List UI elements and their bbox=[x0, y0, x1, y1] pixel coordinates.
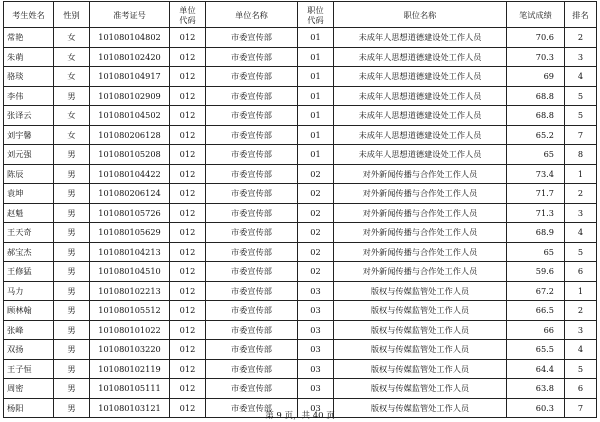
cell-position-code: 03 bbox=[298, 301, 334, 321]
cell-exam-no: 101080102420 bbox=[90, 47, 170, 67]
header-rank: 排名 bbox=[565, 2, 597, 28]
header-score: 笔试成绩 bbox=[507, 2, 565, 28]
cell-name: 杨阳 bbox=[4, 398, 54, 418]
cell-position-code: 01 bbox=[298, 125, 334, 145]
cell-name: 常艳 bbox=[4, 28, 54, 48]
cell-exam-no: 101080102909 bbox=[90, 86, 170, 106]
cell-name: 袁坤 bbox=[4, 184, 54, 204]
cell-name: 刘元强 bbox=[4, 145, 54, 165]
cell-exam-no: 101080104213 bbox=[90, 242, 170, 262]
cell-unit-name: 市委宣传部 bbox=[206, 106, 298, 126]
cell-rank: 1 bbox=[565, 281, 597, 301]
cell-rank: 8 bbox=[565, 145, 597, 165]
cell-score: 73.4 bbox=[507, 164, 565, 184]
table-row bbox=[4, 145, 597, 165]
cell-exam-no: 101080105208 bbox=[90, 145, 170, 165]
cell-position-code: 02 bbox=[298, 223, 334, 243]
cell-unit-code: 012 bbox=[170, 164, 206, 184]
cell-gender: 女 bbox=[54, 67, 90, 87]
cell-exam-no: 101080206128 bbox=[90, 125, 170, 145]
table-row bbox=[4, 242, 597, 262]
cell-rank: 2 bbox=[565, 301, 597, 321]
cell-rank: 5 bbox=[565, 106, 597, 126]
cell-position-name: 未成年人思想道德建设处工作人员 bbox=[334, 125, 507, 145]
cell-rank: 2 bbox=[565, 184, 597, 204]
cell-exam-no: 101080105726 bbox=[90, 203, 170, 223]
cell-position-code: 02 bbox=[298, 164, 334, 184]
cell-exam-no: 101080104502 bbox=[90, 106, 170, 126]
table-row bbox=[4, 67, 597, 87]
table-row bbox=[4, 47, 597, 67]
cell-unit-code: 012 bbox=[170, 320, 206, 340]
table-row bbox=[4, 379, 597, 399]
cell-exam-no: 101080102213 bbox=[90, 281, 170, 301]
cell-name: 周密 bbox=[4, 379, 54, 399]
cell-rank: 3 bbox=[565, 320, 597, 340]
cell-unit-code: 012 bbox=[170, 28, 206, 48]
cell-score: 69 bbox=[507, 67, 565, 87]
cell-score: 65.2 bbox=[507, 125, 565, 145]
cell-unit-code: 012 bbox=[170, 145, 206, 165]
cell-score: 68.9 bbox=[507, 223, 565, 243]
header-unit-code: 单位代码 bbox=[170, 2, 206, 28]
cell-position-code: 02 bbox=[298, 242, 334, 262]
cell-unit-code: 012 bbox=[170, 125, 206, 145]
cell-gender: 男 bbox=[54, 262, 90, 282]
cell-exam-no: 101080102119 bbox=[90, 359, 170, 379]
cell-gender: 男 bbox=[54, 223, 90, 243]
cell-gender: 男 bbox=[54, 281, 90, 301]
cell-name: 陈辰 bbox=[4, 164, 54, 184]
cell-unit-code: 012 bbox=[170, 398, 206, 418]
cell-position-name: 版权与传媒监管处工作人员 bbox=[334, 379, 507, 399]
cell-rank: 3 bbox=[565, 203, 597, 223]
cell-score: 70.3 bbox=[507, 47, 565, 67]
cell-position-code: 01 bbox=[298, 145, 334, 165]
cell-position-name: 未成年人思想道德建设处工作人员 bbox=[334, 86, 507, 106]
header-position-name: 职位名称 bbox=[334, 2, 507, 28]
cell-exam-no: 101080206124 bbox=[90, 184, 170, 204]
cell-unit-name: 市委宣传部 bbox=[206, 242, 298, 262]
cell-unit-code: 012 bbox=[170, 340, 206, 360]
cell-name: 刘宇馨 bbox=[4, 125, 54, 145]
cell-position-code: 01 bbox=[298, 67, 334, 87]
cell-name: 王天奇 bbox=[4, 223, 54, 243]
cell-rank: 3 bbox=[565, 47, 597, 67]
cell-rank: 4 bbox=[565, 67, 597, 87]
cell-position-name: 版权与传媒监管处工作人员 bbox=[334, 320, 507, 340]
cell-rank: 5 bbox=[565, 242, 597, 262]
cell-name: 张译云 bbox=[4, 106, 54, 126]
cell-unit-code: 012 bbox=[170, 301, 206, 321]
cell-unit-code: 012 bbox=[170, 359, 206, 379]
cell-gender: 男 bbox=[54, 340, 90, 360]
cell-position-code: 01 bbox=[298, 47, 334, 67]
cell-rank: 7 bbox=[565, 398, 597, 418]
cell-gender: 女 bbox=[54, 47, 90, 67]
cell-name: 赵魁 bbox=[4, 203, 54, 223]
cell-score: 71.7 bbox=[507, 184, 565, 204]
cell-exam-no: 101080104422 bbox=[90, 164, 170, 184]
cell-score: 66.5 bbox=[507, 301, 565, 321]
table-row bbox=[4, 184, 597, 204]
cell-unit-code: 012 bbox=[170, 86, 206, 106]
cell-position-name: 对外新闻传播与合作处工作人员 bbox=[334, 184, 507, 204]
cell-unit-name: 市委宣传部 bbox=[206, 28, 298, 48]
cell-name: 郝宝杰 bbox=[4, 242, 54, 262]
table-row bbox=[4, 359, 597, 379]
cell-rank: 5 bbox=[565, 359, 597, 379]
exam-score-table bbox=[3, 1, 597, 418]
cell-gender: 女 bbox=[54, 106, 90, 126]
header-row bbox=[4, 2, 597, 28]
table-body bbox=[4, 28, 597, 418]
header-gender: 性别 bbox=[54, 2, 90, 28]
cell-position-name: 版权与传媒监管处工作人员 bbox=[334, 398, 507, 418]
cell-position-code: 02 bbox=[298, 184, 334, 204]
table-row bbox=[4, 125, 597, 145]
cell-score: 65.5 bbox=[507, 340, 565, 360]
cell-rank: 4 bbox=[565, 340, 597, 360]
table-row bbox=[4, 320, 597, 340]
table-row bbox=[4, 203, 597, 223]
cell-position-name: 未成年人思想道德建设处工作人员 bbox=[334, 47, 507, 67]
cell-name: 朱萌 bbox=[4, 47, 54, 67]
cell-unit-code: 012 bbox=[170, 379, 206, 399]
cell-score: 59.6 bbox=[507, 262, 565, 282]
cell-rank: 6 bbox=[565, 262, 597, 282]
header-name: 考生姓名 bbox=[4, 2, 54, 28]
table-row bbox=[4, 281, 597, 301]
cell-exam-no: 101080104917 bbox=[90, 67, 170, 87]
cell-exam-no: 101080105512 bbox=[90, 301, 170, 321]
cell-name: 马力 bbox=[4, 281, 54, 301]
cell-exam-no: 101080104510 bbox=[90, 262, 170, 282]
cell-unit-name: 市委宣传部 bbox=[206, 301, 298, 321]
cell-gender: 男 bbox=[54, 203, 90, 223]
cell-unit-name: 市委宣传部 bbox=[206, 203, 298, 223]
cell-position-name: 未成年人思想道德建设处工作人员 bbox=[334, 67, 507, 87]
cell-unit-name: 市委宣传部 bbox=[206, 67, 298, 87]
cell-exam-no: 101080104802 bbox=[90, 28, 170, 48]
cell-unit-name: 市委宣传部 bbox=[206, 223, 298, 243]
cell-unit-name: 市委宣传部 bbox=[206, 184, 298, 204]
table-row bbox=[4, 164, 597, 184]
cell-gender: 男 bbox=[54, 86, 90, 106]
cell-position-name: 版权与传媒监管处工作人员 bbox=[334, 340, 507, 360]
cell-unit-name: 市委宣传部 bbox=[206, 164, 298, 184]
cell-unit-code: 012 bbox=[170, 47, 206, 67]
cell-rank: 2 bbox=[565, 28, 597, 48]
cell-position-code: 01 bbox=[298, 86, 334, 106]
cell-score: 63.8 bbox=[507, 379, 565, 399]
cell-position-name: 对外新闻传播与合作处工作人员 bbox=[334, 203, 507, 223]
header-exam-no: 准考证号 bbox=[90, 2, 170, 28]
cell-gender: 男 bbox=[54, 145, 90, 165]
cell-score: 71.3 bbox=[507, 203, 565, 223]
cell-position-name: 未成年人思想道德建设处工作人员 bbox=[334, 106, 507, 126]
cell-gender: 男 bbox=[54, 184, 90, 204]
cell-unit-code: 012 bbox=[170, 281, 206, 301]
cell-score: 60.3 bbox=[507, 398, 565, 418]
cell-gender: 男 bbox=[54, 301, 90, 321]
cell-score: 68.8 bbox=[507, 86, 565, 106]
table-row bbox=[4, 86, 597, 106]
cell-name: 李伟 bbox=[4, 86, 54, 106]
cell-position-code: 01 bbox=[298, 106, 334, 126]
cell-unit-name: 市委宣传部 bbox=[206, 86, 298, 106]
header-position-code: 职位代码 bbox=[298, 2, 334, 28]
cell-unit-code: 012 bbox=[170, 242, 206, 262]
cell-name: 骆琰 bbox=[4, 67, 54, 87]
table-row bbox=[4, 223, 597, 243]
cell-gender: 男 bbox=[54, 379, 90, 399]
cell-name: 王修猛 bbox=[4, 262, 54, 282]
cell-score: 67.2 bbox=[507, 281, 565, 301]
cell-name: 双扬 bbox=[4, 340, 54, 360]
cell-name: 张峰 bbox=[4, 320, 54, 340]
cell-score: 66 bbox=[507, 320, 565, 340]
cell-position-code: 02 bbox=[298, 203, 334, 223]
cell-unit-code: 012 bbox=[170, 223, 206, 243]
cell-position-name: 对外新闻传播与合作处工作人员 bbox=[334, 262, 507, 282]
cell-position-code: 03 bbox=[298, 281, 334, 301]
cell-rank: 1 bbox=[565, 164, 597, 184]
cell-rank: 6 bbox=[565, 379, 597, 399]
cell-gender: 男 bbox=[54, 320, 90, 340]
cell-gender: 女 bbox=[54, 28, 90, 48]
table-row bbox=[4, 262, 597, 282]
cell-unit-code: 012 bbox=[170, 184, 206, 204]
cell-unit-name: 市委宣传部 bbox=[206, 320, 298, 340]
cell-unit-name: 市委宣传部 bbox=[206, 281, 298, 301]
cell-gender: 男 bbox=[54, 242, 90, 262]
cell-gender: 女 bbox=[54, 125, 90, 145]
cell-position-name: 对外新闻传播与合作处工作人员 bbox=[334, 164, 507, 184]
cell-position-name: 版权与传媒监管处工作人员 bbox=[334, 281, 507, 301]
cell-score: 70.6 bbox=[507, 28, 565, 48]
cell-position-code: 03 bbox=[298, 359, 334, 379]
cell-position-name: 对外新闻传播与合作处工作人员 bbox=[334, 242, 507, 262]
cell-exam-no: 101080105111 bbox=[90, 379, 170, 399]
cell-rank: 5 bbox=[565, 86, 597, 106]
header-unit-name: 单位名称 bbox=[206, 2, 298, 28]
cell-position-code: 03 bbox=[298, 379, 334, 399]
table-row bbox=[4, 340, 597, 360]
cell-exam-no: 101080101022 bbox=[90, 320, 170, 340]
table-row bbox=[4, 28, 597, 48]
cell-position-name: 版权与传媒监管处工作人员 bbox=[334, 301, 507, 321]
cell-unit-name: 市委宣传部 bbox=[206, 379, 298, 399]
cell-unit-name: 市委宣传部 bbox=[206, 47, 298, 67]
cell-exam-no: 101080103220 bbox=[90, 340, 170, 360]
cell-gender: 男 bbox=[54, 164, 90, 184]
cell-position-code: 01 bbox=[298, 28, 334, 48]
cell-unit-name: 市委宣传部 bbox=[206, 125, 298, 145]
table-row bbox=[4, 301, 597, 321]
cell-unit-name: 市委宣传部 bbox=[206, 359, 298, 379]
cell-name: 王子恒 bbox=[4, 359, 54, 379]
cell-score: 65 bbox=[507, 242, 565, 262]
cell-position-code: 02 bbox=[298, 262, 334, 282]
table-row bbox=[4, 106, 597, 126]
cell-position-code: 03 bbox=[298, 398, 334, 418]
cell-unit-name: 市委宣传部 bbox=[206, 340, 298, 360]
cell-rank: 4 bbox=[565, 223, 597, 243]
cell-exam-no: 101080103121 bbox=[90, 398, 170, 418]
cell-unit-name: 市委宣传部 bbox=[206, 398, 298, 418]
cell-position-name: 未成年人思想道德建设处工作人员 bbox=[334, 28, 507, 48]
cell-unit-name: 市委宣传部 bbox=[206, 262, 298, 282]
cell-name: 顾林翰 bbox=[4, 301, 54, 321]
cell-unit-code: 012 bbox=[170, 262, 206, 282]
cell-position-name: 对外新闻传播与合作处工作人员 bbox=[334, 223, 507, 243]
cell-score: 68.8 bbox=[507, 106, 565, 126]
cell-unit-code: 012 bbox=[170, 106, 206, 126]
cell-unit-code: 012 bbox=[170, 203, 206, 223]
cell-score: 64.4 bbox=[507, 359, 565, 379]
cell-gender: 男 bbox=[54, 398, 90, 418]
cell-rank: 7 bbox=[565, 125, 597, 145]
cell-position-code: 03 bbox=[298, 340, 334, 360]
cell-position-code: 03 bbox=[298, 320, 334, 340]
cell-gender: 男 bbox=[54, 359, 90, 379]
cell-unit-code: 012 bbox=[170, 67, 206, 87]
cell-position-name: 版权与传媒监管处工作人员 bbox=[334, 359, 507, 379]
cell-exam-no: 101080105629 bbox=[90, 223, 170, 243]
cell-score: 65 bbox=[507, 145, 565, 165]
cell-position-name: 未成年人思想道德建设处工作人员 bbox=[334, 145, 507, 165]
page-footer: 第 9 页，共 40 页 bbox=[265, 411, 335, 421]
cell-unit-name: 市委宣传部 bbox=[206, 145, 298, 165]
